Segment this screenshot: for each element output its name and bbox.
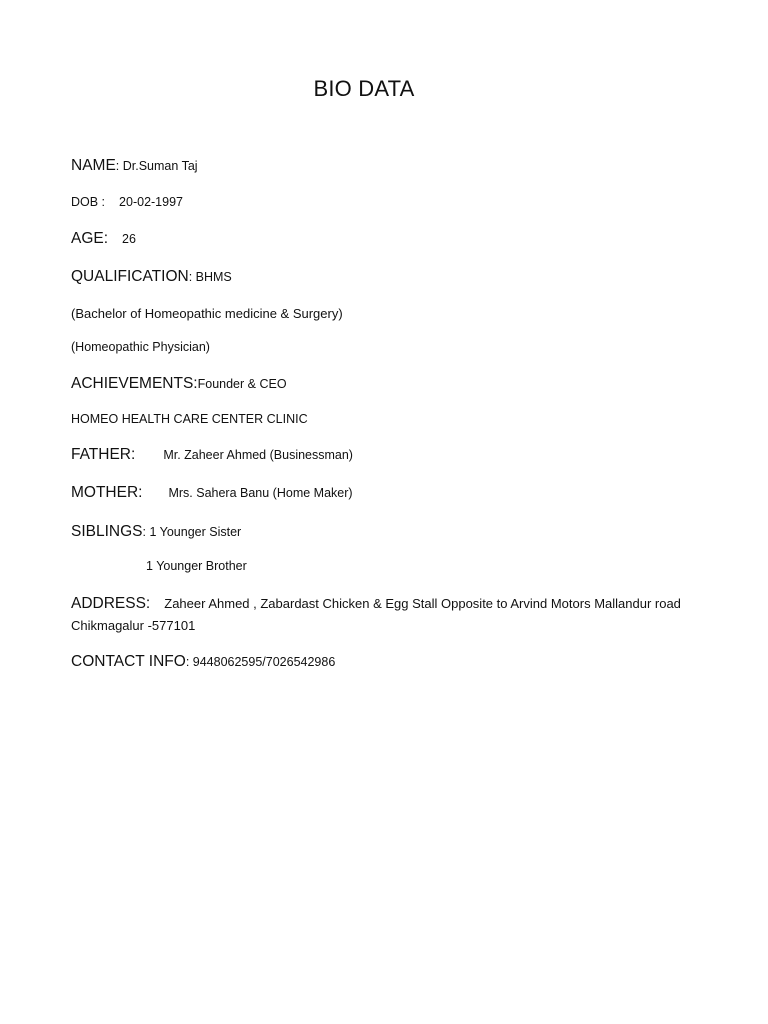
- address-value: Zaheer Ahmed , Zabardast Chicken & Egg Stall Opposite to Arvind Motors Mallandur road Chikmagalur -577101: [71, 596, 681, 633]
- age-row: [71, 230, 136, 248]
- mother-row: [71, 484, 353, 502]
- mother-value: Mrs. Sahera Banu (Home Maker): [168, 486, 353, 500]
- qualification-row: [71, 268, 232, 286]
- achievements-value: Founder & CEO: [197, 377, 287, 391]
- achievements-row: [71, 375, 287, 393]
- contact-row: [71, 653, 335, 671]
- age-value: 26: [122, 232, 136, 246]
- name-value: Dr.Suman Taj: [122, 159, 198, 173]
- achievements-detail: HOMEO HEALTH CARE CENTER CLINIC: [71, 412, 308, 426]
- dob-value: 20-02-1997: [119, 195, 183, 209]
- achievements-label: ACHIEVEMENTS:: [71, 375, 198, 392]
- address-block: [71, 593, 691, 637]
- qualification-colon: :: [188, 270, 196, 284]
- father-value: Mr. Zaheer Ahmed (Businessman): [163, 448, 353, 462]
- qualification-value: BHMS: [195, 270, 232, 284]
- siblings-row: [71, 523, 241, 541]
- siblings-colon: :: [142, 525, 150, 539]
- father-label: FATHER:: [71, 446, 136, 463]
- name-colon: :: [115, 159, 123, 173]
- age-label: AGE:: [71, 230, 109, 247]
- name-row: [71, 157, 198, 175]
- contact-label: CONTACT INFO: [71, 653, 186, 670]
- sibling-item: 1 Younger Sister: [149, 525, 242, 539]
- siblings-label: SIBLINGS: [71, 523, 143, 540]
- contact-value: 9448062595/7026542986: [192, 655, 336, 669]
- qualification-detail: (Bachelor of Homeopathic medicine & Surgery): [71, 306, 343, 321]
- dob-label: DOB :: [71, 195, 106, 209]
- father-row: [71, 446, 353, 464]
- contact-colon: :: [185, 655, 193, 669]
- qualification-label: QUALIFICATION: [71, 268, 189, 285]
- name-label: NAME: [71, 157, 116, 174]
- document-title: BIO DATA: [313, 76, 415, 101]
- sibling-item: 1 Younger Brother: [146, 559, 247, 573]
- address-label: ADDRESS:: [71, 595, 151, 612]
- mother-label: MOTHER:: [71, 484, 143, 501]
- dob-row: [71, 195, 183, 209]
- qualification-role: (Homeopathic Physician): [71, 340, 210, 354]
